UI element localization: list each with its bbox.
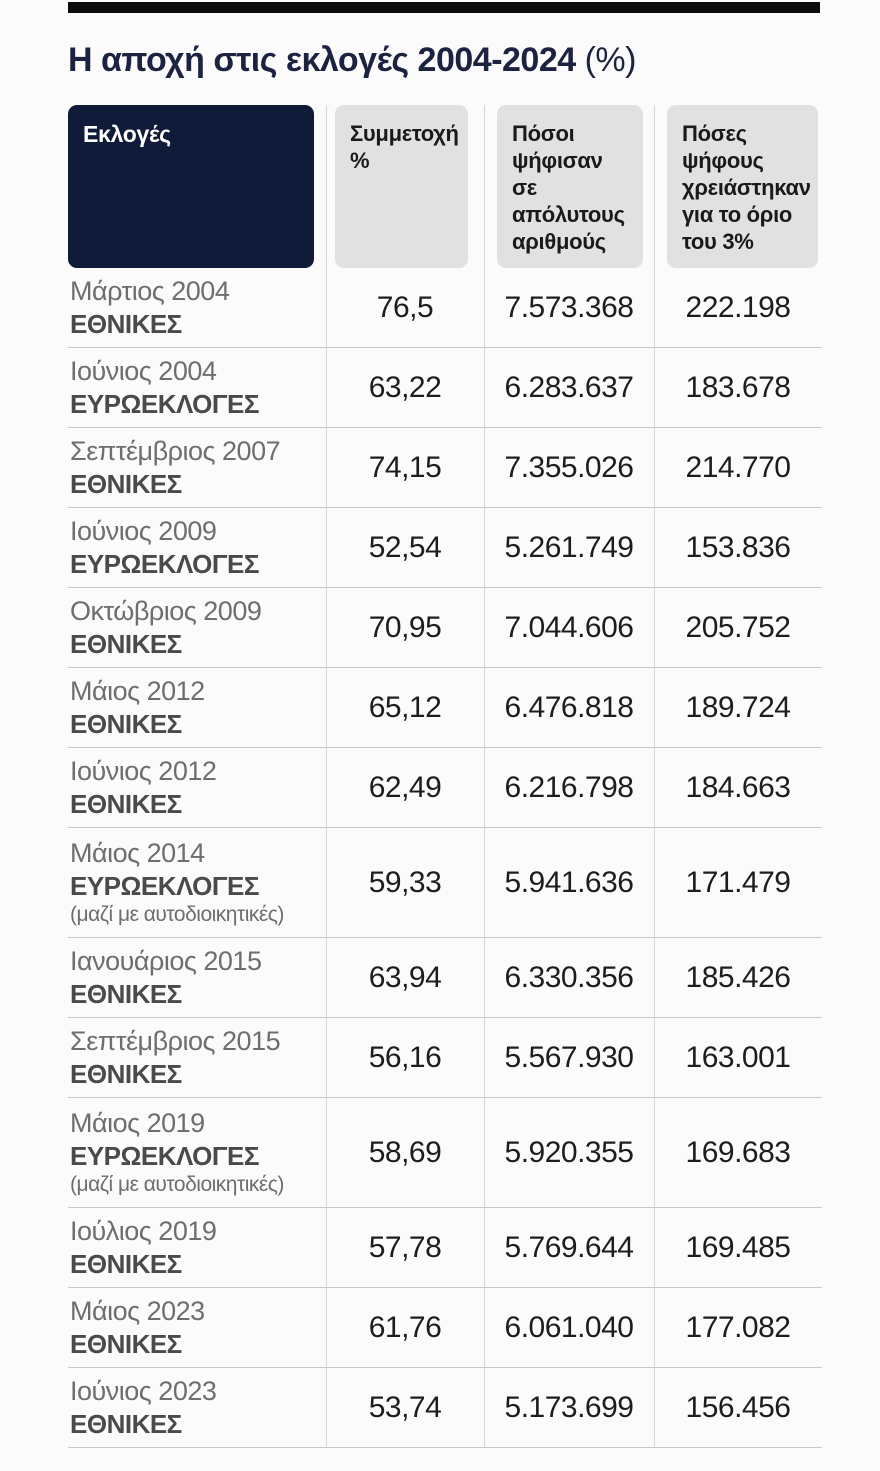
participation-value: 63,22 — [368, 370, 442, 404]
participation-value: 57,78 — [368, 1230, 442, 1264]
column-header-participation — [335, 105, 468, 268]
election-label-cell — [68, 748, 326, 827]
threshold-votes-value: 169.683 — [685, 1135, 791, 1169]
column-header-absolute-votes — [497, 105, 643, 268]
column-header-threshold-votes — [667, 105, 818, 268]
threshold-votes-value: 171.479 — [685, 865, 791, 899]
participation-value: 52,54 — [368, 530, 442, 564]
table-row — [68, 748, 822, 828]
threshold-votes-value: 214.770 — [685, 450, 791, 484]
column-header-elections-label: Εκλογές — [83, 121, 171, 147]
page-title-main: Η αποχή στις εκλογές 2004-2024 — [68, 41, 576, 79]
election-date: Ιανουάριος 2015 — [70, 946, 262, 976]
election-label-cell — [68, 668, 326, 747]
participation-value: 74,15 — [368, 450, 442, 484]
threshold-votes-value: 163.001 — [685, 1040, 791, 1074]
absolute-votes-value: 6.061.040 — [504, 1310, 634, 1344]
participation-value: 59,33 — [368, 865, 442, 899]
election-type: ΕΘΝΙΚΕΣ — [70, 979, 182, 1009]
election-label-cell — [68, 508, 326, 587]
elections-table — [68, 105, 822, 1448]
table-row — [68, 508, 822, 588]
absolute-votes-value: 5.173.699 — [504, 1390, 634, 1424]
absolute-votes-value: 6.476.818 — [504, 690, 634, 724]
table-row — [68, 1018, 822, 1098]
table-row — [68, 348, 822, 428]
threshold-votes-value: 183.678 — [685, 370, 791, 404]
election-label-cell — [68, 588, 326, 667]
threshold-votes-value: 222.198 — [685, 290, 791, 324]
participation-value: 53,74 — [368, 1390, 442, 1424]
table-row — [68, 1098, 822, 1208]
election-type: ΕΘΝΙΚΕΣ — [70, 1409, 182, 1439]
threshold-votes-value: 153.836 — [685, 530, 791, 564]
threshold-votes-value: 205.752 — [685, 610, 791, 644]
column-header-participation-label: Συμμετοχή % — [350, 121, 459, 173]
election-label-cell — [68, 828, 326, 937]
election-label-cell — [68, 348, 326, 427]
election-type: ΕΥΡΩΕΚΛΟΓΕΣ — [70, 549, 259, 579]
absolute-votes-value: 5.567.930 — [504, 1040, 634, 1074]
column-header-absolute-votes-label: Πόσοι ψήφισαν σε απόλυτους αριθμούς — [512, 121, 625, 254]
election-label-cell — [68, 1018, 326, 1097]
absolute-votes-value: 7.355.026 — [504, 450, 634, 484]
election-label-cell — [68, 1288, 326, 1367]
absolute-votes-value: 7.573.368 — [504, 290, 634, 324]
election-date: Σεπτέμβριος 2015 — [70, 1026, 281, 1056]
threshold-votes-value: 169.485 — [685, 1230, 791, 1264]
threshold-votes-value: 185.426 — [685, 960, 791, 994]
election-date: Μάιος 2014 — [70, 838, 205, 868]
election-date: Μάιος 2012 — [70, 676, 205, 706]
page-title — [68, 39, 822, 81]
election-type: ΕΥΡΩΕΚΛΟΓΕΣ — [70, 871, 259, 901]
participation-value: 56,16 — [368, 1040, 442, 1074]
absolute-votes-value: 5.920.355 — [504, 1135, 634, 1169]
participation-value: 61,76 — [368, 1310, 442, 1344]
election-label-cell — [68, 268, 326, 347]
table-row — [68, 668, 822, 748]
election-type: ΕΘΝΙΚΕΣ — [70, 309, 182, 339]
election-label-cell — [68, 1368, 326, 1447]
participation-value: 63,94 — [368, 960, 442, 994]
table-row — [68, 1288, 822, 1368]
absolute-votes-value: 5.941.636 — [504, 865, 634, 899]
election-date: Ιούλιος 2019 — [70, 1216, 217, 1246]
election-date: Μάρτιος 2004 — [70, 276, 230, 306]
absolute-votes-value: 7.044.606 — [504, 610, 634, 644]
election-type: ΕΘΝΙΚΕΣ — [70, 1059, 182, 1089]
table-row — [68, 1368, 822, 1448]
election-label-cell — [68, 428, 326, 507]
threshold-votes-value: 189.724 — [685, 690, 791, 724]
election-date: Μάιος 2019 — [70, 1108, 205, 1138]
table-row — [68, 1208, 822, 1288]
absolute-votes-value: 5.769.644 — [504, 1230, 634, 1264]
election-date: Ιούνιος 2012 — [70, 756, 217, 786]
table-row — [68, 428, 822, 508]
column-header-threshold-votes-label: Πόσες ψήφους χρειάστηκαν για το όριο του 3% — [682, 121, 811, 254]
election-type: ΕΥΡΩΕΚΛΟΓΕΣ — [70, 1141, 259, 1171]
threshold-votes-value: 177.082 — [685, 1310, 791, 1344]
threshold-votes-value: 184.663 — [685, 770, 791, 804]
election-type: ΕΘΝΙΚΕΣ — [70, 469, 182, 499]
table-rows — [68, 268, 822, 1448]
absolute-votes-value: 5.261.749 — [504, 530, 634, 564]
participation-value: 76,5 — [376, 290, 434, 324]
absolute-votes-value: 6.283.637 — [504, 370, 634, 404]
election-note: (μαζί με αυτοδιοικητικές) — [70, 903, 284, 926]
election-date: Ιούνιος 2004 — [70, 356, 217, 386]
table-row — [68, 268, 822, 348]
election-date: Μάιος 2023 — [70, 1296, 205, 1326]
election-note: (μαζί με αυτοδιοικητικές) — [70, 1173, 284, 1196]
participation-value: 58,69 — [368, 1135, 442, 1169]
top-accent-bar — [68, 2, 820, 13]
election-date: Οκτώβριος 2009 — [70, 596, 262, 626]
election-date: Ιούνιος 2009 — [70, 516, 217, 546]
election-type: ΕΘΝΙΚΕΣ — [70, 789, 182, 819]
participation-value: 70,95 — [368, 610, 442, 644]
table-row — [68, 588, 822, 668]
absolute-votes-value: 6.330.356 — [504, 960, 634, 994]
threshold-votes-value: 156.456 — [685, 1390, 791, 1424]
election-type: ΕΘΝΙΚΕΣ — [70, 1329, 182, 1359]
table-header — [68, 105, 822, 268]
absolute-votes-value: 6.216.798 — [504, 770, 634, 804]
election-type: ΕΘΝΙΚΕΣ — [70, 1249, 182, 1279]
election-label-cell — [68, 1098, 326, 1207]
election-type: ΕΘΝΙΚΕΣ — [70, 709, 182, 739]
election-type: ΕΘΝΙΚΕΣ — [70, 629, 182, 659]
election-type: ΕΥΡΩΕΚΛΟΓΕΣ — [70, 389, 259, 419]
election-label-cell — [68, 938, 326, 1017]
election-date: Σεπτέμβριος 2007 — [70, 436, 281, 466]
page-title-suffix: (%) — [575, 41, 636, 79]
election-label-cell — [68, 1208, 326, 1287]
participation-value: 65,12 — [368, 690, 442, 724]
election-date: Ιούνιος 2023 — [70, 1376, 217, 1406]
table-row — [68, 828, 822, 938]
column-header-elections — [68, 105, 314, 268]
participation-value: 62,49 — [368, 770, 442, 804]
table-row — [68, 938, 822, 1018]
